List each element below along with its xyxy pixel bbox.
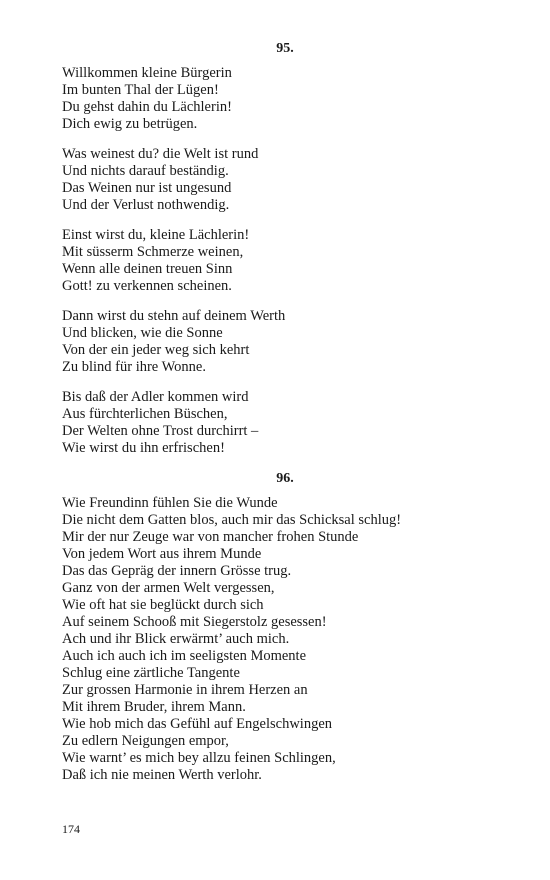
verse-line: Wie hob mich das Gefühl auf Engelschwingen bbox=[62, 716, 333, 732]
stanza bbox=[62, 65, 502, 133]
verse-line: Mit ihrem Bruder, ihrem Mann. bbox=[62, 699, 246, 715]
poem-number: 95. bbox=[276, 41, 294, 56]
poem-96 bbox=[62, 470, 502, 784]
verse-line: Du gehst dahin du Lächlerin! bbox=[62, 99, 232, 115]
verse-line: Und der Verlust nothwendig. bbox=[62, 197, 230, 213]
verse-line: Daß ich nie meinen Werth verlohr. bbox=[62, 767, 262, 783]
verse-line: Die nicht dem Gatten blos, auch mir das Schicksal schlug! bbox=[62, 512, 402, 528]
page-number: 174 bbox=[62, 822, 80, 836]
poem-95 bbox=[62, 40, 502, 457]
verse-line: Zu blind für ihre Wonne. bbox=[62, 359, 206, 375]
verse-line: Einst wirst du, kleine Lächlerin! bbox=[62, 227, 250, 243]
verse-line: Von der ein jeder weg sich kehrt bbox=[62, 342, 250, 358]
verse-line: Auch ich auch ich im seeligsten Momente bbox=[62, 648, 307, 664]
verse-line: Gott! zu verkennen scheinen. bbox=[62, 278, 232, 294]
verse-line: Mit süsserm Schmerze weinen, bbox=[62, 244, 244, 260]
verse-line: Bis daß der Adler kommen wird bbox=[62, 389, 249, 405]
verse-line: Was weinest du? die Welt ist rund bbox=[62, 146, 259, 162]
verse-line: Zu edlern Neigungen empor, bbox=[62, 733, 229, 749]
verse-line: Und nichts darauf beständig. bbox=[62, 163, 229, 179]
verse-line: Von jedem Wort aus ihrem Munde bbox=[62, 546, 262, 562]
verse-line: Im bunten Thal der Lügen! bbox=[62, 82, 219, 98]
verse-line: Willkommen kleine Bürgerin bbox=[62, 65, 232, 81]
verse-line: Wie Freundinn fühlen Sie die Wunde bbox=[62, 495, 278, 511]
verse-line: Wenn alle deinen treuen Sinn bbox=[62, 261, 233, 277]
poem-number: 96. bbox=[276, 471, 294, 486]
verse-line: Der Welten ohne Trost durchirrt – bbox=[62, 423, 259, 439]
verse-line: Mir der nur Zeuge war von mancher frohen Stunde bbox=[62, 529, 359, 545]
page-body bbox=[62, 40, 502, 797]
verse-line: Ganz von der armen Welt vergessen, bbox=[62, 580, 275, 596]
verse-line: Und blicken, wie die Sonne bbox=[62, 325, 223, 341]
verse-line: Wie oft hat sie beglückt durch sich bbox=[62, 597, 264, 613]
verse-line: Das das Gepräg der innern Grösse trug. bbox=[62, 563, 292, 579]
verse-line: Zur grossen Harmonie in ihrem Herzen an bbox=[62, 682, 308, 698]
verse-line: Wie wirst du ihn erfrischen! bbox=[62, 440, 225, 456]
stanza bbox=[62, 389, 502, 457]
verse-line: Auf seinem Schooß mit Siegerstolz gesessen! bbox=[62, 614, 327, 630]
verse-line: Aus fürchterlichen Büschen, bbox=[62, 406, 228, 422]
verse-line: Ach und ihr Blick erwärmt’ auch mich. bbox=[62, 631, 290, 647]
stanza bbox=[62, 227, 502, 295]
stanza bbox=[62, 308, 502, 376]
stanza bbox=[62, 146, 502, 214]
verse-line: Schlug eine zärtliche Tangente bbox=[62, 665, 240, 681]
verse-line: Dich ewig zu betrügen. bbox=[62, 116, 198, 132]
verse-line: Wie warnt’ es mich bey allzu feinen Schlingen, bbox=[62, 750, 336, 766]
verse-line: Das Weinen nur ist ungesund bbox=[62, 180, 232, 196]
stanza bbox=[62, 495, 502, 784]
verse-line: Dann wirst du stehn auf deinem Werth bbox=[62, 308, 286, 324]
